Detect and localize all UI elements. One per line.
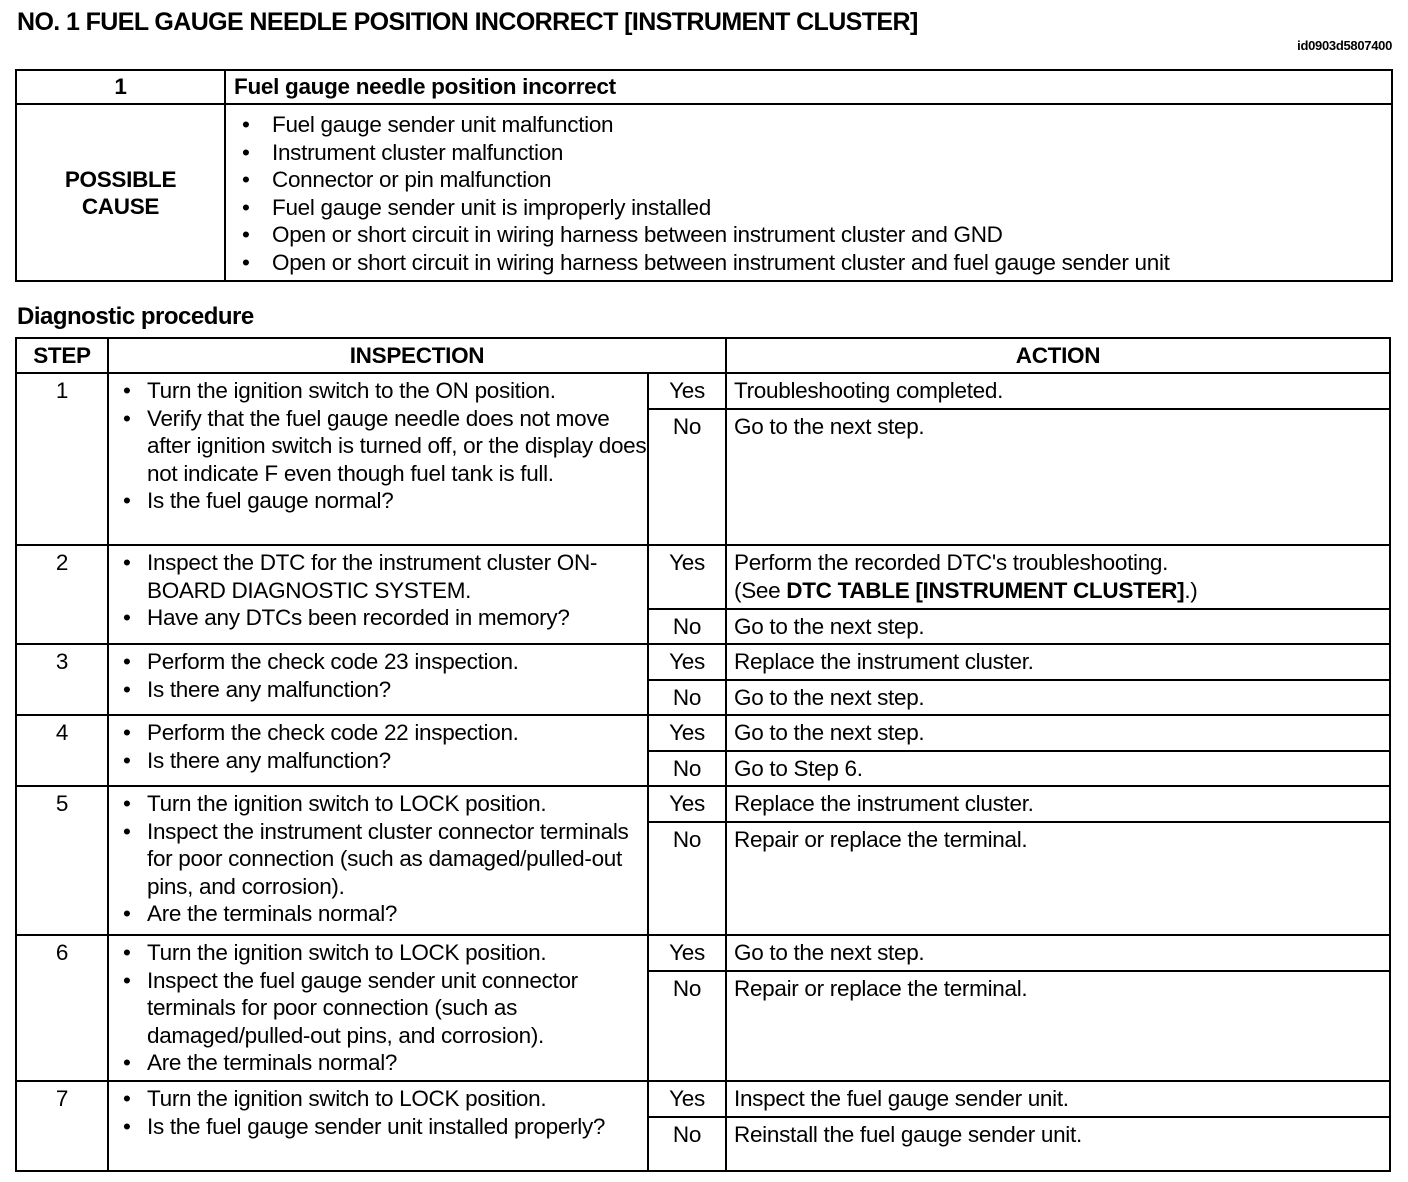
no-action: Go to the next step.: [726, 680, 1390, 715]
yes-action: [726, 935, 1390, 971]
inspection-list: [109, 787, 647, 928]
inspection-list: [109, 716, 647, 774]
yes-action-text: Go to the next step.: [734, 940, 925, 965]
yes-action-text: Replace the instrument cluster.: [734, 649, 1034, 674]
yes-action-text: Inspect the fuel gauge sender unit.: [734, 1086, 1069, 1111]
header-step: STEP: [16, 338, 108, 373]
step-number: 2: [16, 545, 108, 644]
diagnostic-procedure-table: [15, 337, 1391, 1172]
yes-action: [726, 1081, 1390, 1117]
cause-item: • Open or short circuit in wiring harness between instrument cluster and fuel gauge sender unit: [226, 249, 1391, 277]
no-action: Repair or replace the terminal.: [726, 822, 1390, 935]
symptom-heading: Fuel gauge needle position incorrect: [225, 70, 1392, 104]
yes-label: Yes: [648, 373, 726, 409]
inspection-item: • Is there any malfunction?: [109, 676, 647, 704]
no-action: Repair or replace the terminal.: [726, 971, 1390, 1081]
diag-row-yes: [16, 373, 1390, 409]
inspection-item: • Is there any malfunction?: [109, 747, 647, 775]
symptom-number: 1: [16, 70, 225, 104]
no-label: No: [648, 971, 726, 1081]
cause-table-header-row: [16, 70, 1392, 104]
inspection-item: • Turn the ignition switch to LOCK position.: [109, 939, 647, 967]
no-action: Go to Step 6.: [726, 751, 1390, 786]
no-action: Go to the next step.: [726, 609, 1390, 644]
yes-action: [726, 644, 1390, 680]
no-label: No: [648, 822, 726, 935]
possible-cause-row: [16, 104, 1392, 281]
no-label: No: [648, 609, 726, 644]
inspection-item: • Have any DTCs been recorded in memory?: [109, 604, 647, 632]
yes-label: Yes: [648, 545, 726, 609]
yes-action-text: Troubleshooting completed.: [734, 378, 1004, 403]
cause-item: • Instrument cluster malfunction: [226, 139, 1391, 167]
inspection-item: • Turn the ignition switch to the ON position.: [109, 377, 647, 405]
inspection-cell: [108, 786, 648, 935]
diag-row-yes: [16, 715, 1390, 751]
header-inspection: INSPECTION: [108, 338, 726, 373]
yes-label: Yes: [648, 644, 726, 680]
diag-row-yes: [16, 1081, 1390, 1117]
reference-prefix: (See: [734, 577, 787, 603]
no-action: Reinstall the fuel gauge sender unit.: [726, 1117, 1390, 1171]
possible-cause-label-line1: POSSIBLE: [64, 166, 177, 192]
diag-row-yes: [16, 545, 1390, 609]
inspection-list: [109, 936, 647, 1077]
dtc-table-link[interactable]: DTC TABLE [INSTRUMENT CLUSTER]: [786, 577, 1185, 603]
no-label: No: [648, 680, 726, 715]
diag-row-yes: [16, 786, 1390, 822]
inspection-cell: [108, 715, 648, 786]
possible-cause-list: [226, 105, 1391, 280]
cause-item: • Open or short circuit in wiring harness between instrument cluster and GND: [226, 221, 1391, 249]
yes-label: Yes: [648, 786, 726, 822]
yes-label: Yes: [648, 715, 726, 751]
yes-action: [726, 373, 1390, 409]
no-label: No: [648, 751, 726, 786]
inspection-item: • Inspect the DTC for the instrument cluster ON-BOARD DIAGNOSTIC SYSTEM.: [109, 549, 647, 604]
inspection-item: • Turn the ignition switch to LOCK position.: [109, 790, 647, 818]
inspection-item: • Are the terminals normal?: [109, 1049, 647, 1077]
possible-cause-label: [16, 104, 225, 281]
inspection-item: • Perform the check code 22 inspection.: [109, 719, 647, 747]
yes-action: [726, 715, 1390, 751]
yes-label: Yes: [648, 935, 726, 971]
inspection-cell: [108, 935, 648, 1081]
inspection-item: • Inspect the fuel gauge sender unit connector terminals for poor connection (such as damaged/pulled-out pins, and corrosion).: [109, 967, 647, 1050]
possible-cause-list-cell: [225, 104, 1392, 281]
header-action: ACTION: [726, 338, 1390, 373]
yes-action-text: Replace the instrument cluster.: [734, 791, 1034, 816]
possible-cause-table: [15, 69, 1393, 282]
page-title: NO. 1 FUEL GAUGE NEEDLE POSITION INCORRECT [INSTRUMENT CLUSTER]: [17, 8, 918, 36]
inspection-item: • Verify that the fuel gauge needle does not move after ignition switch is turned off, or the display does not indicate F even though fuel tank is full.: [109, 405, 647, 488]
diag-row-yes: [16, 935, 1390, 971]
inspection-item: • Is the fuel gauge sender unit installed properly?: [109, 1113, 647, 1141]
inspection-item: • Are the terminals normal?: [109, 900, 647, 928]
inspection-cell: [108, 1081, 648, 1171]
yes-action-text: Go to the next step.: [734, 720, 925, 745]
inspection-list: [109, 546, 647, 632]
no-action: Go to the next step.: [726, 409, 1390, 545]
yes-action: [726, 545, 1390, 609]
step-number: 4: [16, 715, 108, 786]
no-label: No: [648, 1117, 726, 1171]
step-number: 3: [16, 644, 108, 715]
inspection-item: • Is the fuel gauge normal?: [109, 487, 647, 515]
inspection-item: • Perform the check code 23 inspection.: [109, 648, 647, 676]
step-number: 6: [16, 935, 108, 1081]
inspection-item: • Inspect the instrument cluster connector terminals for poor connection (such as damaged/pulled-out pins, and corrosion).: [109, 818, 647, 901]
possible-cause-label-line2: CAUSE: [81, 193, 160, 219]
step-number: 5: [16, 786, 108, 935]
document-id: id0903d5807400: [1297, 38, 1392, 53]
reference-suffix: .): [1184, 577, 1198, 603]
yes-action: [726, 786, 1390, 822]
cause-item: • Connector or pin malfunction: [226, 166, 1391, 194]
diag-header-row: [16, 338, 1390, 373]
yes-action-reference: [734, 577, 1389, 605]
inspection-cell: [108, 644, 648, 715]
step-number: 1: [16, 373, 108, 545]
cause-item: • Fuel gauge sender unit is improperly installed: [226, 194, 1391, 222]
yes-action-text: Perform the recorded DTC's troubleshooting.: [734, 550, 1169, 575]
inspection-cell: [108, 373, 648, 545]
inspection-list: [109, 374, 647, 515]
step-number: 7: [16, 1081, 108, 1171]
inspection-list: [109, 645, 647, 703]
yes-label: Yes: [648, 1081, 726, 1117]
inspection-list: [109, 1082, 647, 1140]
no-label: No: [648, 409, 726, 545]
inspection-cell: [108, 545, 648, 644]
cause-item: • Fuel gauge sender unit malfunction: [226, 111, 1391, 139]
section-title: Diagnostic procedure: [17, 303, 254, 330]
inspection-item: • Turn the ignition switch to LOCK position.: [109, 1085, 647, 1113]
diag-row-yes: [16, 644, 1390, 680]
